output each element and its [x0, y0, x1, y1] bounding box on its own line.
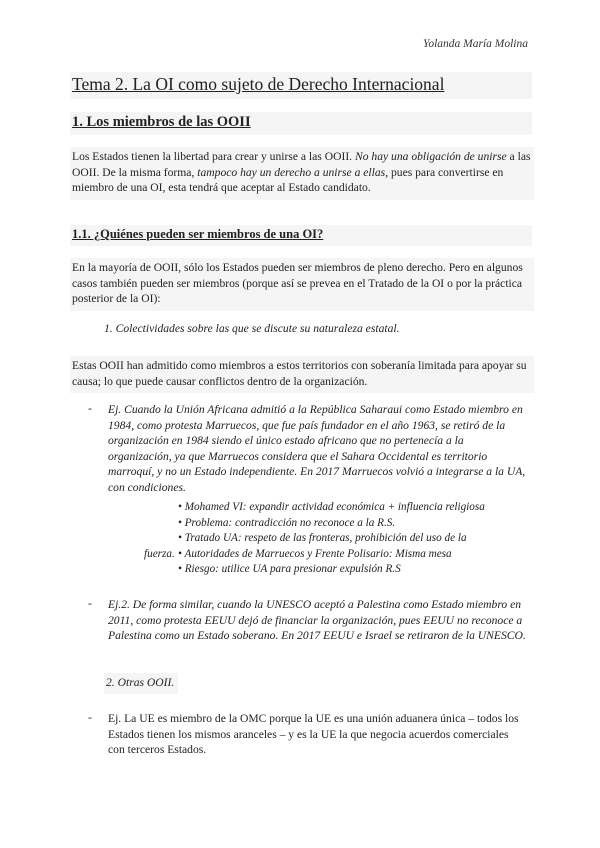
list-item	[144, 547, 524, 563]
document-title: Tema 2. La OI como sujeto de Derecho Internacional	[70, 72, 532, 99]
list-item-text: • Problema: contradicción no reconoce a la R.S.	[178, 516, 396, 529]
list-item	[144, 500, 524, 516]
example-union-africana: Ej. Cuando la Unión Africana admitió a la República Saharaui como Estado miembro en 1984, como protesta Marruecos, que fue país fundador en el año 1963, se retiró de la organización en 1984 siendo el único estado africano que no pertenecía a la organización, ya que Marruecos considera que el Sahara Occidental es territorio marroquí, y no un Estado independiente. En 2017 Marruecos volvió a integrarse a la UA, con condiciones.	[108, 403, 526, 494]
paragraph-intro	[70, 147, 534, 200]
bullet-marker: -	[88, 597, 92, 610]
paragraph-territories: Estas OOII han admitido como miembros a estos territorios con soberanía limitada para apoyar su causa; lo que puede causar conflictos dentro de la organización.	[70, 356, 534, 393]
paragraph-intro-emphasis-1: No hay una obligación de unirse	[354, 150, 507, 163]
list-item-lead: fuerza.	[144, 547, 175, 560]
paragraph-intro-text-e: , pues para convertirse en miembro de una OI, esta tendrá que aceptar al Estado candidato.	[72, 165, 504, 194]
example-ue-omc: Ej. La UE es miembro de la OMC porque la UE es una unión aduanera única – todos los Estados tienen los mismos aranceles – y es la UE la que negocia acuerdos comerciales con terceros Estados.	[108, 712, 519, 756]
list-item-text: • Autoridades de Marruecos y Frente Polisario: Misma mesa	[178, 547, 452, 560]
subheading-colectividades: 1. Colectividades sobre las que se discute su naturaleza estatal.	[104, 322, 400, 335]
section-heading-1: 1. Los miembros de las OOII	[70, 112, 532, 135]
list-item	[144, 516, 524, 532]
bullet-marker: -	[88, 711, 92, 724]
paragraph-intro-text-a: Los Estados tienen la libertad para crear y unirse a las OOII.	[72, 150, 355, 163]
list-item-text: • Tratado UA: respeto de las fronteras, prohibición del uso de la	[178, 532, 467, 544]
list-item-text: • Riesgo: utilice UA para presionar expulsión R.S	[178, 563, 401, 575]
section-heading-1-1: 1.1. ¿Quiénes pueden ser miembros de una OI?	[70, 225, 532, 246]
paragraph-intro-text-c: a las OOII. De la misma forma,	[72, 150, 531, 179]
paragraph-intro-emphasis-2: tampoco hay un derecho a unirse a ellas	[197, 165, 386, 179]
list-item	[144, 562, 524, 578]
author-header: Yolanda María Molina	[422, 38, 528, 50]
example-unesco: Ej.2. De forma similar, cuando la UNESCO aceptó a Palestina como Estado miembro en 2011, como protesta EEUU dejó de financiar la organización, pues EEUU no reconoce a Palestina como un Estado soberano. En 2017 EEUU e Israel se retiraron de la UNESCO.	[108, 598, 526, 642]
list-item	[144, 531, 524, 547]
subheading-otras-ooii: 2. Otras OOII.	[104, 673, 178, 694]
bullet-marker: -	[88, 402, 92, 415]
example-points-list	[144, 500, 524, 578]
list-item-text: • Mohamed VI: expandir actividad económica + influencia religiosa	[178, 501, 485, 513]
paragraph-members: En la mayoría de OOII, sólo los Estados pueden ser miembros de pleno derecho. Pero en algunos casos también pueden ser miembros (porque así se prevea en el Tratado de la OI o por la práctica posterior de la OI):	[70, 258, 534, 311]
